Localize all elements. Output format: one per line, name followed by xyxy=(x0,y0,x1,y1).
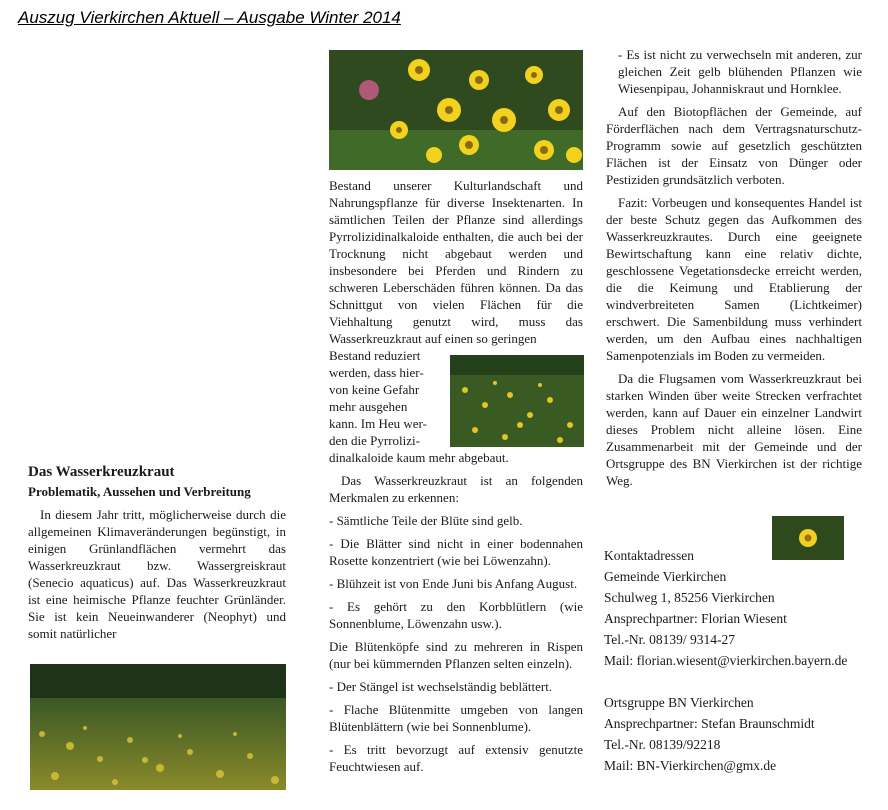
contact-block xyxy=(604,545,847,776)
bn-mail: Mail: BN-Vierkirchen@gmx.de xyxy=(604,758,777,773)
flower-closeup-photo xyxy=(329,50,583,170)
article-subtitle: Problematik, Aussehen und Verbreitung xyxy=(28,484,251,499)
feature-bullet: - Blühzeit ist von Ende Juni bis Anfang August. xyxy=(329,576,578,591)
col2-paragraph-2: Das Wasserkreuzkraut ist an folgenden Merkmalen zu erkennen: xyxy=(329,473,583,505)
bn-person: Ansprechpartner: Stefan Braunschmidt xyxy=(604,716,815,731)
gemeinde-mail: Mail: florian.wiesent@vierkirchen.bayern.de xyxy=(604,653,848,668)
wrap-line: kann. Im Heu wer- xyxy=(329,416,427,431)
col3-paragraph-2: Fazit: Vorbeugen und konsequentes Handel ist der beste Schutz gegen das Aufkommen des Wasserkreuzkrautes. Durch eine geeignete Bewirtschaftung kann eine relativ dichte, geschlossene Vegetationsdecke erreicht werden, die die Keimung und Etablierung der windverbreiteten Samen (Lichtkeimer) erschwert. Die Samenbildung muss verhindert werden, um den Aufbau eines nachhaltigen Samenpotenzials im Boden zu vermeiden. xyxy=(606,195,862,363)
wrap-line: werden, dass hier- xyxy=(329,365,424,380)
feature-bullet: - Die Blätter sind nicht in einer bodennahen Rosette konzentriert (wie bei Löwenzahn). xyxy=(329,536,583,568)
feature-bullet: Die Blütenköpfe sind zu mehreren in Rispen (nur bei kümmernden Pflanzen selten einzeln). xyxy=(329,639,583,671)
gemeinde-person: Ansprechpartner: Florian Wiesent xyxy=(604,611,787,626)
feature-bullet: - Der Stängel ist wechselständig beblättert. xyxy=(329,679,553,694)
page-header: Auszug Vierkirchen Aktuell – Ausgabe Winter 2014 xyxy=(18,8,401,27)
wrap-line: Bestand reduziert xyxy=(329,348,421,363)
bn-phone: Tel.-Nr. 08139/92218 xyxy=(604,737,721,752)
intro-paragraph: In diesem Jahr tritt, möglicherweise durch die allgemeinen Klimaveränderungen begünstigt, in einigen Grünlandflächen vermehrt das Wasserkreuzkraut bzw. Wassergreiskraut (Senecio aquaticus) auf. Das Wasserkreuzkraut ist eine heimische Pflanze feuchter Grünländer. Sie ist kein Neueinwanderer (Neophyt) und somit natürlicher xyxy=(28,507,286,641)
gemeinde-address: Schulweg 1, 85256 Vierkirchen xyxy=(604,590,775,605)
feature-bullet: - Es gehört zu den Korbblütlern (wie Sonnenblume, Löwenzahn usw.). xyxy=(329,599,583,631)
column-2 xyxy=(329,177,583,781)
gemeinde-name: Gemeinde Vierkirchen xyxy=(604,569,727,584)
col2-wrap-end: dinalkaloide kaum mehr abgebaut. xyxy=(329,450,509,465)
feature-bullet: - Es tritt bevorzugt auf extensiv genutzte Feuchtwiesen auf. xyxy=(329,742,583,774)
col2-paragraph-1: Bestand unserer Kulturlandschaft und Nahrungspflanze für diverse Insektenarten. In sämtlichen Teilen der Pflanze sind allerdings Pyrrolizidinalkaloide enthalten, die auch bei der Trocknung nicht abgebaut werden und insbesondere bei Pferden und Rindern zu schweren Leberschäden führen können. Da das Schnittgut von vielen Flächen für die Viehhaltung genutzt wird, muss das Wasserkreuzkraut auf einen so geringen xyxy=(329,178,583,346)
feature-bullet: - Flache Blütenmitte umgeben von langen Blütenblättern (wie bei Sonnenblume). xyxy=(329,702,583,734)
article-title: Das Wasserkreuzkraut xyxy=(28,464,175,480)
gemeinde-phone: Tel.-Nr. 08139/ 9314-27 xyxy=(604,632,736,647)
contact-heading: Kontaktadressen xyxy=(604,548,694,563)
feature-bullet: - Sämtliche Teile der Blüte sind gelb. xyxy=(329,513,523,528)
col2-wrap-text xyxy=(329,347,444,449)
wrap-line: von keine Gefahr xyxy=(329,382,420,397)
plant-field-photo xyxy=(450,355,584,447)
column-3 xyxy=(606,46,862,495)
col3-paragraph-1: Auf den Biotopflächen der Gemeinde, auf Förderflächen nach dem Vertragsnaturschutz-Programm sowie auf gesetzlich geschützten Flächen ist der Einsatz von Dünger oder Pestiziden grundsätzlich verboten. xyxy=(606,104,862,187)
wrap-line: den die Pyrrolizi- xyxy=(329,433,420,448)
col3-paragraph-3: Da die Flugsamen vom Wasserkreuzkraut bei starken Winden über weite Strecken verfrachtet werden, kann auf Dauer ein einzelner Landwirt dieses Problem nicht alleine lösen. Eine Zusammenarbeit mit der Gemeinde und der Ortsgruppe des BN Vierkirchen ist der richtige Weg. xyxy=(606,371,862,488)
bn-name: Ortsgruppe BN Vierkirchen xyxy=(604,695,754,710)
col3-bullet: - Es ist nicht zu verwechseln mit anderen, zur gleichen Zeit gelb blühenden Pflanzen wie Wiesenpipau, Johanniskraut und Hornklee. xyxy=(618,47,862,96)
wrap-line: mehr ausgehen xyxy=(329,399,408,414)
meadow-photo xyxy=(30,664,286,790)
column-1 xyxy=(28,464,286,648)
